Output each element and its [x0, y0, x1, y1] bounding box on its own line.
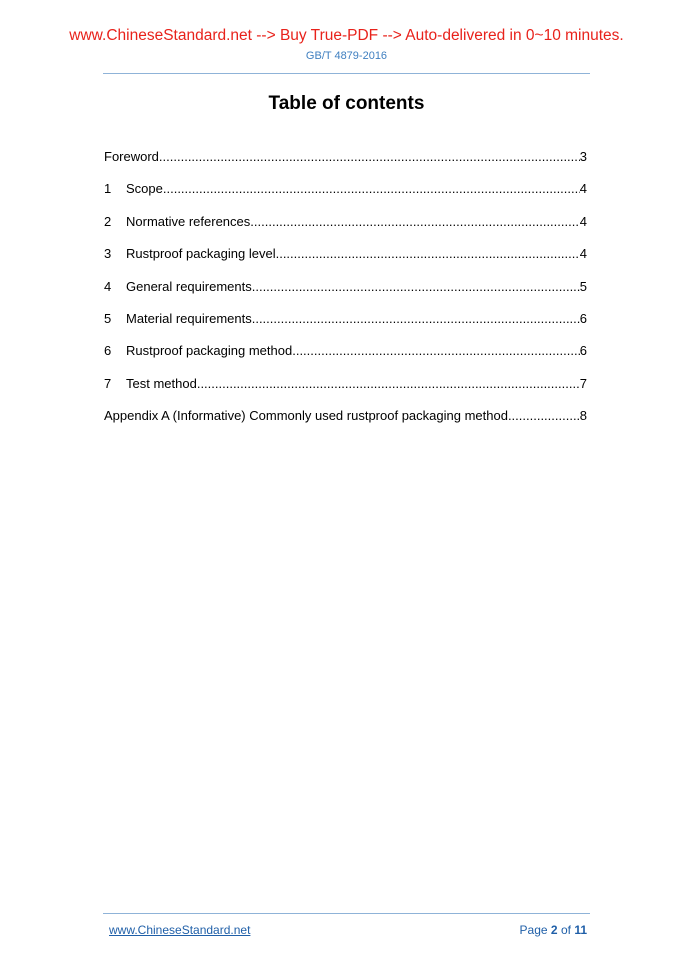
toc-entry-normative-references[interactable]: [104, 212, 587, 244]
dot-leader: [508, 406, 580, 426]
toc-entry-rustproof-packaging-method[interactable]: [104, 341, 587, 373]
dot-leader: [276, 244, 580, 264]
dot-leader: [252, 309, 580, 329]
toc-entry-page: 5: [579, 278, 587, 294]
footer-divider: [103, 913, 590, 914]
page-number: [520, 923, 587, 937]
standard-code: GB/T 4879-2016: [305, 50, 388, 62]
toc-entry-number: 5: [104, 310, 112, 326]
toc-entry-page: 3: [579, 149, 587, 164]
toc-entry-number: 3: [104, 246, 112, 262]
page-label: Page: [519, 923, 548, 937]
toc-entry-number: 4: [104, 278, 112, 294]
footer-website-link[interactable]: www.ChineseStandard.net: [109, 923, 251, 937]
toc-entry-number: 2: [104, 213, 112, 229]
toc-entry-page: 8: [579, 408, 587, 424]
toc-entry-title: Rustproof packaging method: [126, 343, 293, 359]
toc-entry-page: 7: [579, 375, 587, 391]
total-pages: 11: [574, 923, 587, 937]
toc-entry-page: 4: [579, 181, 587, 197]
toc-entry-title: Appendix A (Informative) Commonly used rustproof packaging method: [104, 408, 508, 424]
dot-leader: [163, 179, 580, 199]
toc-entry-rustproof-packaging-level[interactable]: [104, 244, 587, 276]
dot-leader: [197, 374, 580, 394]
toc-entry-title: Foreword: [104, 149, 159, 164]
dot-leader: [159, 147, 580, 167]
toc-entry-number: 1: [104, 181, 112, 197]
toc-entry-title: Rustproof packaging level: [126, 246, 276, 262]
toc-entry-number: 7: [104, 375, 112, 391]
toc-entry-number: 6: [104, 343, 112, 359]
toc-entry-page: 6: [579, 343, 587, 359]
toc-entry-test-method[interactable]: [104, 374, 587, 406]
toc-entry-title: Test method: [126, 375, 197, 391]
toc-entry-general-requirements[interactable]: [104, 277, 587, 309]
toc-entry-page: 4: [579, 213, 587, 229]
page-title: Table of contents: [268, 93, 425, 114]
page-of-label: of: [560, 923, 571, 937]
dot-leader: [250, 212, 579, 232]
dot-leader: [252, 277, 580, 297]
promo-banner[interactable]: www.ChineseStandard.net --> Buy True-PDF --> Auto-delivered in 0~10 minutes.: [69, 27, 624, 44]
dot-leader: [292, 341, 580, 361]
toc-entry-foreword[interactable]: [104, 147, 587, 179]
toc-entry-title: General requirements: [126, 278, 252, 294]
toc-entry-title: Material requirements: [126, 310, 252, 326]
toc-entry-title: Scope: [126, 181, 163, 197]
toc-entry-page: 4: [579, 246, 587, 262]
header-divider: [103, 73, 590, 74]
toc-entry-page: 6: [579, 310, 587, 326]
current-page: 2: [550, 923, 558, 937]
toc-entry-scope[interactable]: [104, 179, 587, 211]
table-of-contents: [104, 147, 587, 439]
toc-entry-appendix-a[interactable]: [104, 406, 587, 438]
toc-entry-title: Normative references: [126, 213, 251, 229]
toc-entry-material-requirements[interactable]: [104, 309, 587, 341]
